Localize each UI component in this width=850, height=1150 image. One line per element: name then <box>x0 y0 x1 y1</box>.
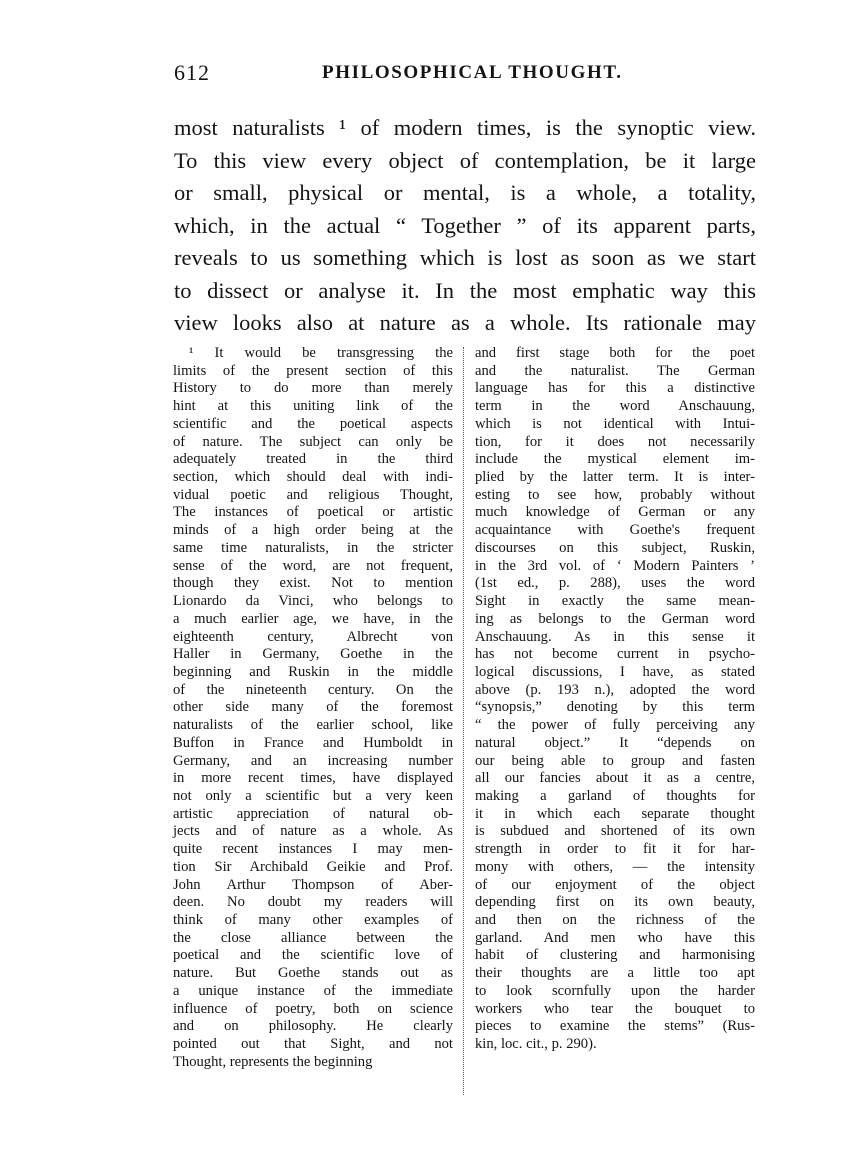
footnote-line: and first stage both for the poet <box>475 345 755 361</box>
footnote-line: The instances of poetical or artistic <box>173 504 453 521</box>
footnote-line: and then on the richness of the <box>475 912 755 928</box>
footnote-line: adequately treated in the third <box>173 451 453 468</box>
footnote-line: and on philosophy. He clearly <box>173 1018 453 1035</box>
footnote-line: to look scornfully upon the harder <box>475 982 755 999</box>
footnote-line: Lionardo da Vinci, who belongs to <box>173 593 453 610</box>
footnote-line: hint at this uniting link of the <box>173 398 453 415</box>
footnote-line: “synopsis,” denoting by this term <box>475 699 755 716</box>
column-divider <box>463 347 464 1095</box>
footnote-line: influence of poetry, both on science <box>173 1000 453 1017</box>
footnote-line: in more recent times, have displayed <box>173 770 453 787</box>
footnote-line: the close alliance between the <box>173 929 453 946</box>
footnote-line: eighteenth century, Albrecht von <box>173 628 453 645</box>
body-line: most naturalists ¹ of modern times, is the synoptic view. <box>174 115 756 140</box>
footnote-line: habit of clustering and harmonising <box>475 947 755 964</box>
footnote-line: which is not identical with Intui- <box>475 415 755 432</box>
footnote-line: limits of the present section of this <box>173 362 453 379</box>
page-header <box>174 60 756 90</box>
body-paragraph <box>174 112 756 340</box>
footnote-line: John Arthur Thompson of Aber- <box>173 876 453 893</box>
body-line: which, in the actual “ Together ” of its apparent parts, <box>174 212 756 238</box>
footnote-line: much knowledge of German or any <box>475 504 755 521</box>
footnote-line: Anschauung. As in this sense it <box>475 628 755 645</box>
footnote-line: and the naturalist. The German <box>475 362 755 379</box>
footnote-line: a much earlier age, we have, in the <box>173 610 453 627</box>
footnote-line: section, which should deal with indi- <box>173 469 453 486</box>
body-line: or small, physical or mental, is a whole, a totality, <box>174 180 756 205</box>
footnote-line: pieces to examine the stems” (Rus- <box>475 1018 755 1035</box>
footnote-line: esting to see how, probably without <box>475 486 755 503</box>
footnote-line: acquaintance with Goethe's frequent <box>475 522 755 539</box>
footnote-line: other side many of the foremost <box>173 699 453 716</box>
footnote-line: mony with others, — the intensity <box>475 858 755 875</box>
footnote-line: beginning and Ruskin in the middle <box>173 663 453 680</box>
body-line: reveals to us something which is lost as soon as we start <box>174 245 756 270</box>
footnote-line: Sight in exactly the same mean- <box>475 593 755 610</box>
footnote-line: tion Sir Archibald Geikie and Prof. <box>173 858 453 875</box>
footnote-line: language has for this a distinctive <box>475 380 755 397</box>
footnote-line: Thought, represents the beginning <box>173 1053 373 1070</box>
footnote-line: sense of the word, are not frequent, <box>173 557 453 574</box>
footnote-line: Germany, and an increasing number <box>173 752 453 769</box>
footnote-line: of our enjoyment of the object <box>475 876 755 893</box>
footnote-line: (1st ed., p. 288), uses the word <box>475 575 755 592</box>
footnote-line: all our fancies about it as a centre, <box>475 770 755 787</box>
running-head: PHILOSOPHICAL THOUGHT. <box>322 62 623 83</box>
footnote-line: in the 3rd vol. of ‘ Modern Painters ’ <box>475 557 755 574</box>
footnote-right-column <box>475 345 755 1054</box>
footnote-line: naturalists of the earlier school, like <box>173 717 453 734</box>
footnote-line: has not become current in psycho- <box>475 646 755 663</box>
body-line: view looks also at nature as a whole. Its rationale may <box>174 310 756 335</box>
footnote-line: a unique instance of the immediate <box>173 982 453 999</box>
footnote-line: deen. No doubt my readers will <box>173 894 453 911</box>
footnote-line: jects and of nature as a whole. As <box>173 823 453 840</box>
footnote-line: tion, for it does not necessarily <box>475 433 755 450</box>
footnote-line: think of many other examples of <box>173 912 453 928</box>
footnote-line: include the mystical element im- <box>475 451 755 468</box>
footnote-line: logical discussions, I have, as stated <box>475 663 755 680</box>
footnote-line: of nature. The subject can only be <box>173 433 453 450</box>
footnote-line: ¹ It would be transgressing the <box>189 345 453 361</box>
footnote-line: scientific and the poetical aspects <box>173 415 453 432</box>
footnote-line: our being able to group and fasten <box>475 752 755 769</box>
footnote-line: kin, loc. cit., p. 290). <box>475 1036 597 1053</box>
footnote-line: their thoughts are a little too apt <box>475 965 755 982</box>
footnote-line: Buffon in France and Humboldt in <box>173 734 453 751</box>
footnote-line: workers who tear the bouquet to <box>475 1000 755 1017</box>
page-number: 612 <box>174 60 210 85</box>
footnote-line: same time naturalists, in the stricter <box>173 539 453 556</box>
footnote-line: artistic appreciation of natural ob- <box>173 805 453 822</box>
body-line: to dissect or analyse it. In the most emphatic way this <box>174 277 756 303</box>
footnote-line: vidual poetic and religious Thought, <box>173 486 453 503</box>
footnote-line: it in which each separate thought <box>475 805 755 822</box>
footnote-line: not only a scientific but a very keen <box>173 787 453 804</box>
footnote-line: term in the word Anschauung, <box>475 398 755 415</box>
body-line: To this view every object of contemplation, be it large <box>174 147 756 173</box>
footnote-left-column <box>173 345 453 1071</box>
footnote-line: above (p. 193 n.), adopted the word <box>475 681 755 698</box>
footnote-line: garland. And men who have this <box>475 929 755 946</box>
footnote-line: strength in order to fit it for har- <box>475 841 755 858</box>
footnote-line: pointed out that Sight, and not <box>173 1036 453 1053</box>
footnote-line: minds of a high order being at the <box>173 522 453 539</box>
footnote-line: depending first on its own beauty, <box>475 894 755 911</box>
footnote-line: of the nineteenth century. On the <box>173 681 453 698</box>
footnote-line: quite recent instances I may men- <box>173 841 453 858</box>
footnote-line: natural object.” It “depends on <box>475 734 755 751</box>
footnote-line: making a garland of thoughts for <box>475 787 755 804</box>
footnote-line: ing as belongs to the German word <box>475 610 755 627</box>
footnote-line: Haller in Germany, Goethe in the <box>173 646 453 663</box>
footnote-line: nature. But Goethe stands out as <box>173 965 453 982</box>
footnote-line: “ the power of fully perceiving any <box>475 717 755 734</box>
footnote-line: poetical and the scientific love of <box>173 947 453 964</box>
footnote-line: is subdued and shortened of its own <box>475 823 755 840</box>
footnote-line: plied by the latter term. It is inter- <box>475 469 755 486</box>
footnote-line: discourses on this subject, Ruskin, <box>475 539 755 556</box>
footnote-line: though they exist. Not to mention <box>173 575 453 592</box>
footnote-line: History to do more than merely <box>173 380 453 397</box>
